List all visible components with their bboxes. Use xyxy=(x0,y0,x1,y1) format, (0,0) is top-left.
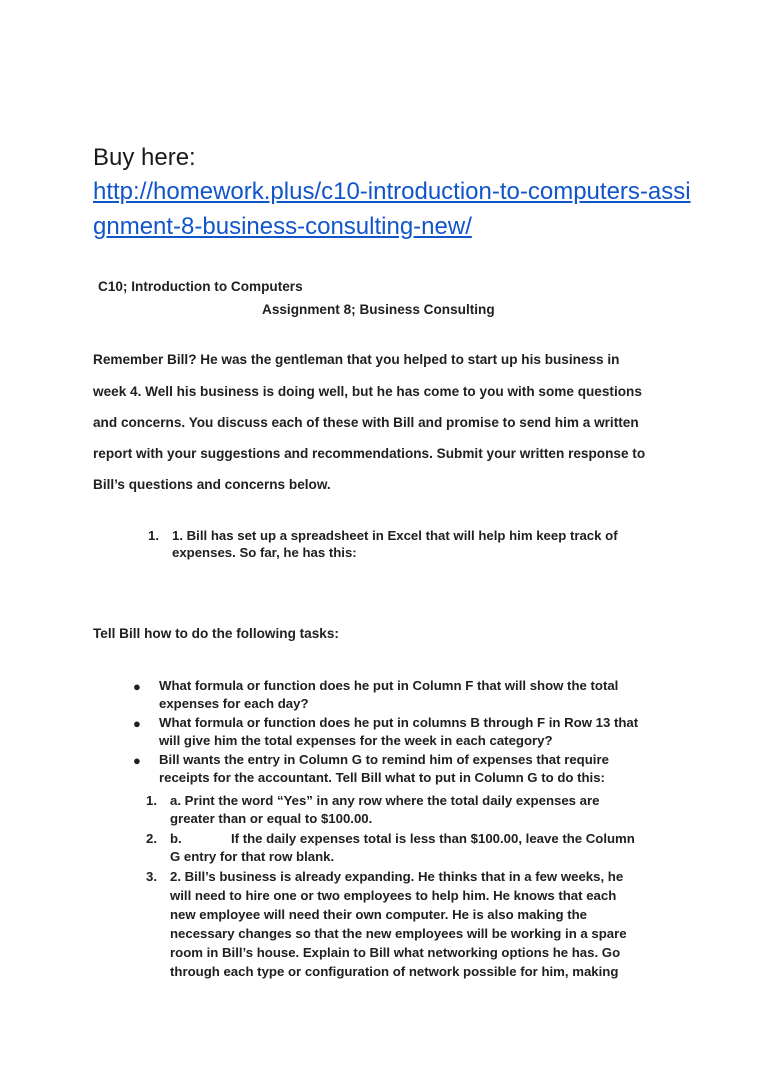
intro-line: and concerns. You discuss each of these with Bill and promise to send him a written xyxy=(93,415,639,430)
sub-line: necessary changes so that the new employees will be working in a spare xyxy=(170,926,627,941)
sub-line: through each type or configuration of network possible for him, making xyxy=(170,964,619,979)
assignment-title: Assignment 8; Business Consulting xyxy=(262,302,495,317)
sub-line: 2. Bill’s business is already expanding. He thinks that in a few weeks, he xyxy=(170,869,624,884)
task-line: 1. Bill has set up a spreadsheet in Excel that will help him keep track of xyxy=(172,528,618,543)
buy-here-label: Buy here: xyxy=(93,144,196,171)
bullet-line: receipts for the accountant. Tell Bill what to put in Column G to do this: xyxy=(159,770,605,785)
list-number: 1. xyxy=(146,793,157,808)
sub-line: will need to hire one or two employees to help him. He knows that each xyxy=(170,888,617,903)
bullet-icon: ● xyxy=(133,679,141,694)
sub-line: greater than or equal to $100.00. xyxy=(170,811,373,826)
sub-line: a. Print the word “Yes” in any row where the total daily expenses are xyxy=(170,793,600,808)
intro-line: Bill’s questions and concerns below. xyxy=(93,477,331,492)
bullet-line: What formula or function does he put in columns B through F in Row 13 that xyxy=(159,715,639,730)
course-title: C10; Introduction to Computers xyxy=(98,279,303,294)
list-number: 1. xyxy=(148,528,159,543)
intro-line: week 4. Well his business is doing well, but he has come to you with some questions xyxy=(93,384,642,399)
purchase-link-line-1[interactable]: http://homework.plus/c10-introduction-to-computers-assi xyxy=(93,178,691,205)
bullet-icon: ● xyxy=(133,753,141,768)
bullet-line: will give him the total expenses for the week in each category? xyxy=(159,733,553,748)
task-line: expenses. So far, he has this: xyxy=(172,545,357,560)
sub-prefix: b. xyxy=(170,831,182,846)
tell-bill-heading: Tell Bill how to do the following tasks: xyxy=(93,626,339,641)
bullet-line: Bill wants the entry in Column G to remind him of expenses that require xyxy=(159,752,609,767)
bullet-line: expenses for each day? xyxy=(159,696,309,711)
sub-line: room in Bill’s house. Explain to Bill what networking options he has. Go xyxy=(170,945,621,960)
purchase-link-line-2[interactable]: gnment-8-business-consulting-new/ xyxy=(93,213,472,240)
sub-line: If the daily expenses total is less than $100.00, leave the Column xyxy=(231,831,635,846)
intro-line: report with your suggestions and recommendations. Submit your written response to xyxy=(93,446,646,461)
sub-line: new employee will need their own computer. He is also making the xyxy=(170,907,587,922)
bullet-line: What formula or function does he put in Column F that will show the total xyxy=(159,678,619,693)
list-number: 2. xyxy=(146,831,157,846)
list-number: 3. xyxy=(146,869,157,884)
intro-line: Remember Bill? He was the gentleman that you helped to start up his business in xyxy=(93,352,620,367)
sub-line: G entry for that row blank. xyxy=(170,849,335,864)
bullet-icon: ● xyxy=(133,716,141,731)
